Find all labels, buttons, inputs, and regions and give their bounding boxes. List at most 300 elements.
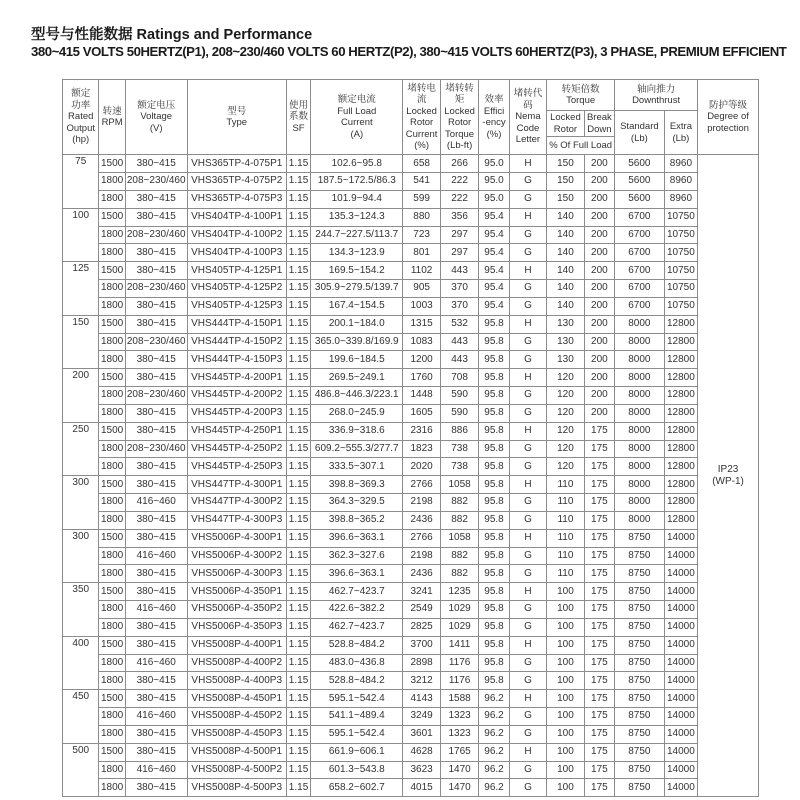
cell-sf: 1.15 xyxy=(286,387,310,405)
cell-type: VHS5006P-4-350P1 xyxy=(187,583,286,601)
cell-torque-locked: 150 xyxy=(547,190,584,208)
cell-type: VHS5006P-4-350P3 xyxy=(187,618,286,636)
cell-locked-torque: 1323 xyxy=(440,708,478,726)
cell-current: 658.2~602.7 xyxy=(311,779,403,797)
cell-sf: 1.15 xyxy=(286,208,310,226)
cell-rpm: 1500 xyxy=(99,529,125,547)
cell-locked-torque: 882 xyxy=(440,565,478,583)
cell-downthrust-standard: 8750 xyxy=(615,618,665,636)
table-row xyxy=(63,208,759,226)
cell-sf: 1.15 xyxy=(286,761,310,779)
cell-torque-locked: 110 xyxy=(547,476,584,494)
cell-torque-locked: 140 xyxy=(547,244,584,262)
cell-output xyxy=(63,547,99,565)
cell-locked-torque: 1029 xyxy=(440,601,478,619)
cell-rpm: 1800 xyxy=(99,779,125,797)
cell-downthrust-standard: 8000 xyxy=(615,511,665,529)
cell-locked-torque: 370 xyxy=(440,280,478,298)
cell-current: 595.1~542.4 xyxy=(311,725,403,743)
cell-downthrust-standard: 8750 xyxy=(615,565,665,583)
cell-torque-break: 175 xyxy=(584,422,614,440)
cell-locked-current: 3249 xyxy=(403,708,440,726)
cell-torque-break: 200 xyxy=(584,280,614,298)
table-row xyxy=(63,672,759,690)
cell-output: 400 xyxy=(63,636,99,654)
cell-type: VHS5008P-4-500P2 xyxy=(187,761,286,779)
cell-efficiency: 95.8 xyxy=(479,636,509,654)
cell-current: 333.5~307.1 xyxy=(311,458,403,476)
cell-sf: 1.15 xyxy=(286,601,310,619)
header-line: 转速 xyxy=(102,105,122,117)
col-locked-torque xyxy=(440,80,478,155)
cell-sf: 1.15 xyxy=(286,529,310,547)
cell-type: VHS445TP-4-200P3 xyxy=(187,404,286,422)
cell-downthrust-extra: 8960 xyxy=(664,173,697,191)
cell-sf: 1.15 xyxy=(286,583,310,601)
cell-downthrust-extra: 8960 xyxy=(664,155,697,173)
cell-torque-locked: 120 xyxy=(547,440,584,458)
header-line: Current xyxy=(340,117,373,128)
header-line: Locked xyxy=(550,112,581,123)
cell-rpm: 1800 xyxy=(99,333,125,351)
cell-torque-break: 200 xyxy=(584,333,614,351)
cell-locked-torque: 708 xyxy=(440,369,478,387)
table-row xyxy=(63,636,759,654)
table-row xyxy=(63,547,759,565)
cell-efficiency: 95.0 xyxy=(479,173,509,191)
cell-downthrust-standard: 8000 xyxy=(615,387,665,405)
cell-output: 100 xyxy=(63,208,99,226)
cell-torque-locked: 110 xyxy=(547,494,584,512)
header-line: protection xyxy=(707,122,749,134)
header-line: Downthrust xyxy=(632,95,681,106)
cell-voltage: 380~415 xyxy=(125,583,187,601)
cell-current: 102.6~95.8 xyxy=(311,155,403,173)
cell-locked-current: 3212 xyxy=(403,672,440,690)
table-row xyxy=(63,476,759,494)
col-type xyxy=(187,80,286,155)
cell-rpm: 1800 xyxy=(99,440,125,458)
header-line: 型号 xyxy=(227,105,247,117)
col-downthrust-standard xyxy=(615,111,665,155)
cell-voltage: 380~415 xyxy=(125,672,187,690)
cell-torque-break: 175 xyxy=(584,708,614,726)
cell-nema-code: H xyxy=(509,315,546,333)
cell-nema-code: G xyxy=(509,387,546,405)
cell-output xyxy=(63,618,99,636)
cell-nema-code: G xyxy=(509,547,546,565)
table-row xyxy=(63,654,759,672)
cell-torque-locked: 100 xyxy=(547,708,584,726)
table-row xyxy=(63,458,759,476)
header-line: 系数 xyxy=(289,111,309,123)
cell-voltage: 380~415 xyxy=(125,208,187,226)
table-row xyxy=(63,440,759,458)
cell-downthrust-standard: 8000 xyxy=(615,351,665,369)
cell-downthrust-standard: 8750 xyxy=(615,672,665,690)
cell-type: VHS444TP-4-150P2 xyxy=(187,333,286,351)
cell-downthrust-extra: 14000 xyxy=(664,725,697,743)
cell-locked-current: 658 xyxy=(403,155,440,173)
cell-downthrust-extra: 14000 xyxy=(664,672,697,690)
cell-current: 200.1~184.0 xyxy=(311,315,403,333)
cell-torque-break: 175 xyxy=(584,690,614,708)
cell-rpm: 1800 xyxy=(99,226,125,244)
cell-locked-current: 2825 xyxy=(403,618,440,636)
header-line: Down xyxy=(587,123,612,135)
cell-locked-current: 3241 xyxy=(403,583,440,601)
cell-efficiency: 95.0 xyxy=(479,190,509,208)
table-row xyxy=(63,387,759,405)
col-sf xyxy=(286,80,310,155)
cell-nema-code: H xyxy=(509,476,546,494)
cell-torque-break: 175 xyxy=(584,725,614,743)
cell-downthrust-extra: 14000 xyxy=(664,601,697,619)
cell-voltage: 380~415 xyxy=(125,529,187,547)
cell-torque-locked: 140 xyxy=(547,262,584,280)
cell-type: VHS5006P-4-300P3 xyxy=(187,565,286,583)
header-line: Output xyxy=(66,122,95,134)
page-subtitle: 380~415 VOLTS 50HERTZ(P1), 208~230/460 VOLTS 60 HERTZ(P2), 380~415 VOLTS 60HERTZ(P3), 3 PHASE, PREMIUM EFFICIENT xyxy=(31,44,787,59)
cell-sf: 1.15 xyxy=(286,565,310,583)
cell-type: VHS5008P-4-400P3 xyxy=(187,672,286,690)
cell-efficiency: 95.8 xyxy=(479,422,509,440)
cell-torque-locked: 110 xyxy=(547,529,584,547)
cell-output xyxy=(63,297,99,315)
cell-sf: 1.15 xyxy=(286,190,310,208)
cell-output xyxy=(63,779,99,797)
cell-downthrust-extra: 14000 xyxy=(664,529,697,547)
cell-voltage: 380~415 xyxy=(125,315,187,333)
header-line: Current xyxy=(405,128,438,140)
cell-locked-torque: 370 xyxy=(440,297,478,315)
cell-locked-torque: 1029 xyxy=(440,618,478,636)
cell-sf: 1.15 xyxy=(286,654,310,672)
cell-sf: 1.15 xyxy=(286,351,310,369)
cell-voltage: 208~230/460 xyxy=(125,387,187,405)
cell-locked-torque: 1176 xyxy=(440,654,478,672)
cell-current: 268.0~245.9 xyxy=(311,404,403,422)
cell-downthrust-standard: 8000 xyxy=(615,440,665,458)
cell-voltage: 380~415 xyxy=(125,244,187,262)
cell-torque-locked: 100 xyxy=(547,654,584,672)
cell-current: 134.3~123.9 xyxy=(311,244,403,262)
table-header xyxy=(63,80,759,155)
col-voltage xyxy=(125,80,187,155)
cell-sf: 1.15 xyxy=(286,708,310,726)
cell-locked-torque: 443 xyxy=(440,262,478,280)
cell-torque-locked: 100 xyxy=(547,761,584,779)
cell-sf: 1.15 xyxy=(286,511,310,529)
cell-downthrust-extra: 14000 xyxy=(664,654,697,672)
cell-torque-break: 175 xyxy=(584,636,614,654)
cell-output xyxy=(63,565,99,583)
cell-protection xyxy=(698,155,759,797)
header-line: 堵转电流 xyxy=(407,82,436,105)
header-line: 额定 xyxy=(71,88,91,100)
cell-voltage: 380~415 xyxy=(125,369,187,387)
cell-rpm: 1800 xyxy=(99,547,125,565)
cell-voltage: 416~460 xyxy=(125,494,187,512)
cell-downthrust-standard: 8000 xyxy=(615,458,665,476)
cell-downthrust-standard: 8000 xyxy=(615,315,665,333)
cell-locked-current: 1823 xyxy=(403,440,440,458)
cell-rpm: 1800 xyxy=(99,297,125,315)
cell-nema-code: H xyxy=(509,529,546,547)
cell-torque-locked: 110 xyxy=(547,547,584,565)
cell-torque-locked: 150 xyxy=(547,173,584,191)
cell-efficiency: 96.2 xyxy=(479,743,509,761)
cell-locked-torque: 882 xyxy=(440,494,478,512)
cell-output xyxy=(63,761,99,779)
table-row xyxy=(63,743,759,761)
cell-output: 500 xyxy=(63,743,99,761)
cell-efficiency: 95.8 xyxy=(479,369,509,387)
cell-locked-current: 4628 xyxy=(403,743,440,761)
cell-efficiency: 95.8 xyxy=(479,601,509,619)
cell-current: 135.3~124.3 xyxy=(311,208,403,226)
cell-downthrust-extra: 12800 xyxy=(664,422,697,440)
cell-sf: 1.15 xyxy=(286,280,310,298)
table-row xyxy=(63,618,759,636)
cell-type: VHS405TP-4-125P3 xyxy=(187,297,286,315)
cell-locked-current: 1003 xyxy=(403,297,440,315)
col-torque-unit: % Of Full Load xyxy=(547,137,615,155)
header-line: 额定电压 xyxy=(137,99,176,111)
col-torque-locked xyxy=(547,111,584,137)
cell-rpm: 1800 xyxy=(99,387,125,405)
cell-downthrust-extra: 12800 xyxy=(664,369,697,387)
col-protection xyxy=(698,80,759,155)
table-row xyxy=(63,565,759,583)
cell-locked-current: 2436 xyxy=(403,511,440,529)
cell-rpm: 1800 xyxy=(99,280,125,298)
cell-locked-torque: 590 xyxy=(440,387,478,405)
cell-nema-code: H xyxy=(509,636,546,654)
table-row xyxy=(63,226,759,244)
cell-locked-torque: 297 xyxy=(440,226,478,244)
cell-current: 422.6~382.2 xyxy=(311,601,403,619)
cell-torque-locked: 120 xyxy=(547,422,584,440)
cell-locked-current: 599 xyxy=(403,190,440,208)
cell-type: VHS444TP-4-150P1 xyxy=(187,315,286,333)
cell-downthrust-standard: 6700 xyxy=(615,297,665,315)
cell-nema-code: G xyxy=(509,725,546,743)
cell-output xyxy=(63,333,99,351)
cell-rpm: 1500 xyxy=(99,583,125,601)
cell-downthrust-extra: 10750 xyxy=(664,280,697,298)
header-line: (Lb) xyxy=(672,132,690,144)
cell-nema-code: H xyxy=(509,583,546,601)
cell-efficiency: 95.8 xyxy=(479,494,509,512)
cell-current: 528.8~484.2 xyxy=(311,672,403,690)
cell-nema-code: G xyxy=(509,511,546,529)
cell-rpm: 1800 xyxy=(99,761,125,779)
cell-efficiency: 95.8 xyxy=(479,618,509,636)
cell-downthrust-extra: 12800 xyxy=(664,351,697,369)
cell-downthrust-extra: 12800 xyxy=(664,404,697,422)
cell-downthrust-extra: 14000 xyxy=(664,565,697,583)
header-line: (%) xyxy=(486,128,502,140)
cell-locked-torque: 443 xyxy=(440,333,478,351)
cell-downthrust-standard: 8750 xyxy=(615,761,665,779)
cell-downthrust-extra: 14000 xyxy=(664,690,697,708)
cell-downthrust-standard: 8750 xyxy=(615,601,665,619)
cell-current: 167.4~154.5 xyxy=(311,297,403,315)
cell-voltage: 380~415 xyxy=(125,511,187,529)
cell-rpm: 1800 xyxy=(99,173,125,191)
table-row xyxy=(63,404,759,422)
cell-voltage: 416~460 xyxy=(125,547,187,565)
cell-torque-break: 200 xyxy=(584,173,614,191)
header-line: 堵转代码 xyxy=(513,88,543,111)
cell-output xyxy=(63,494,99,512)
cell-locked-torque: 738 xyxy=(440,440,478,458)
cell-sf: 1.15 xyxy=(286,262,310,280)
cell-torque-break: 175 xyxy=(584,654,614,672)
cell-torque-break: 175 xyxy=(584,618,614,636)
cell-locked-current: 2549 xyxy=(403,601,440,619)
cell-locked-torque: 590 xyxy=(440,404,478,422)
cell-rpm: 1800 xyxy=(99,725,125,743)
cell-sf: 1.15 xyxy=(286,547,310,565)
cell-sf: 1.15 xyxy=(286,315,310,333)
cell-locked-torque: 297 xyxy=(440,244,478,262)
cell-locked-torque: 1470 xyxy=(440,761,478,779)
header-line: Code xyxy=(516,122,540,134)
cell-downthrust-standard: 8750 xyxy=(615,725,665,743)
cell-type: VHS444TP-4-150P3 xyxy=(187,351,286,369)
cell-current: 169.5~154.2 xyxy=(311,262,403,280)
cell-rpm: 1800 xyxy=(99,190,125,208)
cell-locked-current: 4015 xyxy=(403,779,440,797)
cell-efficiency: 95.8 xyxy=(479,387,509,405)
cell-nema-code: G xyxy=(509,297,546,315)
cell-downthrust-extra: 10750 xyxy=(664,208,697,226)
cell-nema-code: G xyxy=(509,708,546,726)
table-row xyxy=(63,244,759,262)
cell-torque-locked: 150 xyxy=(547,155,584,173)
cell-output xyxy=(63,190,99,208)
cell-current: 486.8~446.3/223.1 xyxy=(311,387,403,405)
cell-torque-locked: 100 xyxy=(547,725,584,743)
cell-locked-current: 905 xyxy=(403,280,440,298)
cell-torque-break: 200 xyxy=(584,244,614,262)
cell-type: VHS404TP-4-100P2 xyxy=(187,226,286,244)
cell-torque-break: 175 xyxy=(584,672,614,690)
cell-nema-code: G xyxy=(509,654,546,672)
cell-output xyxy=(63,404,99,422)
cell-output xyxy=(63,440,99,458)
cell-current: 362.3~327.6 xyxy=(311,547,403,565)
cell-output xyxy=(63,458,99,476)
cell-efficiency: 95.8 xyxy=(479,547,509,565)
header-line: Locked xyxy=(444,105,475,117)
cell-downthrust-standard: 8750 xyxy=(615,690,665,708)
cell-torque-break: 200 xyxy=(584,404,614,422)
cell-voltage: 208~230/460 xyxy=(125,226,187,244)
cell-torque-locked: 120 xyxy=(547,387,584,405)
cell-sf: 1.15 xyxy=(286,690,310,708)
cell-voltage: 416~460 xyxy=(125,654,187,672)
cell-torque-break: 200 xyxy=(584,351,614,369)
cell-current: 199.6~184.5 xyxy=(311,351,403,369)
cell-type: VHS5008P-4-500P1 xyxy=(187,743,286,761)
cell-downthrust-standard: 5600 xyxy=(615,190,665,208)
cell-locked-torque: 222 xyxy=(440,190,478,208)
cell-output xyxy=(63,672,99,690)
cell-current: 462.7~423.7 xyxy=(311,618,403,636)
cell-locked-current: 723 xyxy=(403,226,440,244)
cell-efficiency: 95.4 xyxy=(479,244,509,262)
table-row xyxy=(63,173,759,191)
cell-locked-torque: 266 xyxy=(440,155,478,173)
cell-nema-code: H xyxy=(509,155,546,173)
cell-locked-current: 2316 xyxy=(403,422,440,440)
col-rpm xyxy=(99,80,125,155)
cell-downthrust-standard: 6700 xyxy=(615,280,665,298)
cell-efficiency: 95.8 xyxy=(479,565,509,583)
cell-torque-locked: 100 xyxy=(547,618,584,636)
cell-locked-torque: 443 xyxy=(440,351,478,369)
cell-locked-torque: 1235 xyxy=(440,583,478,601)
cell-type: VHS445TP-4-200P1 xyxy=(187,369,286,387)
cell-downthrust-extra: 14000 xyxy=(664,636,697,654)
cell-torque-break: 175 xyxy=(584,583,614,601)
cell-current: 528.8~484.2 xyxy=(311,636,403,654)
table-row xyxy=(63,351,759,369)
cell-efficiency: 95.4 xyxy=(479,280,509,298)
cell-output xyxy=(63,387,99,405)
cell-torque-locked: 100 xyxy=(547,636,584,654)
cell-downthrust-extra: 14000 xyxy=(664,708,697,726)
col-nema-code xyxy=(509,80,546,155)
cell-voltage: 208~230/460 xyxy=(125,440,187,458)
cell-torque-locked: 140 xyxy=(547,280,584,298)
cell-rpm: 1800 xyxy=(99,511,125,529)
cell-type: VHS404TP-4-100P3 xyxy=(187,244,286,262)
cell-downthrust-extra: 14000 xyxy=(664,547,697,565)
header-line: Standard xyxy=(620,121,659,132)
header-line: 功率 xyxy=(71,99,91,111)
header-line: 额定电流 xyxy=(337,94,376,105)
cell-rpm: 1500 xyxy=(99,262,125,280)
cell-voltage: 380~415 xyxy=(125,476,187,494)
cell-torque-locked: 110 xyxy=(547,565,584,583)
header-line: Rotor xyxy=(409,117,434,128)
cell-voltage: 380~415 xyxy=(125,404,187,422)
cell-output: 150 xyxy=(63,315,99,333)
cell-current: 305.9~279.5/139.7 xyxy=(311,280,403,298)
cell-voltage: 380~415 xyxy=(125,351,187,369)
cell-rpm: 1800 xyxy=(99,244,125,262)
cell-rpm: 1800 xyxy=(99,672,125,690)
cell-nema-code: G xyxy=(509,351,546,369)
cell-voltage: 380~415 xyxy=(125,297,187,315)
header-line: (hp) xyxy=(72,134,90,146)
header-line: Nema xyxy=(515,111,541,123)
cell-downthrust-standard: 8750 xyxy=(615,708,665,726)
cell-output xyxy=(63,351,99,369)
cell-locked-torque: 1176 xyxy=(440,672,478,690)
cell-rpm: 1800 xyxy=(99,565,125,583)
cell-locked-current: 3700 xyxy=(403,636,440,654)
cell-rpm: 1500 xyxy=(99,422,125,440)
cell-downthrust-extra: 14000 xyxy=(664,583,697,601)
header-line: SF xyxy=(292,122,305,134)
cell-sf: 1.15 xyxy=(286,618,310,636)
cell-downthrust-extra: 10750 xyxy=(664,226,697,244)
